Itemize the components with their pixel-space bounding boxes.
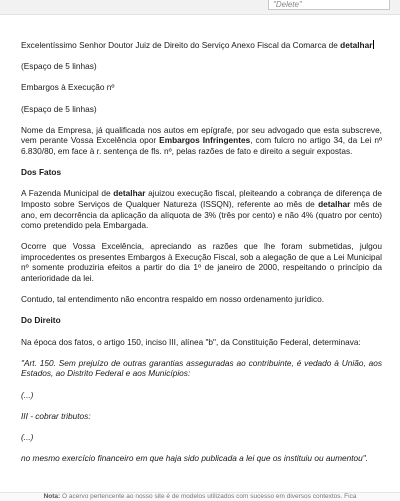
footer-note-text: O acervo pertencente ao nosso site é de modelos utilizados com sucesso em diversos contextos. Fica <box>60 493 357 500</box>
text-cursor <box>373 40 374 49</box>
footer-note-label: Nota: <box>43 493 61 500</box>
direito-paragraph-1: Na época dos fatos, o artigo 150, inciso III, alínea "b", da Constituição Federal, determinava: <box>21 336 361 347</box>
addressee-text: Excelentíssimo Senhor Doutor Juiz de Direito do Serviço Anexo Fiscal da Comarca de <box>21 40 338 50</box>
fatos1-bold-2: detalhar <box>318 198 351 209</box>
fatos-paragraph-2: Ocorre que Vossa Excelência, apreciando as razões que lhe foram submetidas, julgou improcedentes os presentes Embargos à Execução Fiscal, sob a alegação de que a Lei Municipal nº somente produziria efeitos a partir do dia 1º de janeiro de 2000, respeitando o princípio da anterioridade da lei. <box>21 241 382 284</box>
space-note-1: (Espaço de 5 linhas) <box>21 61 97 72</box>
intro-text-1: Nome da Empresa, já qualificada nos autos em epígrafe, por seu advogado que esta subscreve, vem perante Vossa Excelência opor <box>21 124 382 146</box>
document-body[interactable] <box>21 40 382 474</box>
intro-bold: Embargos Infringentes <box>159 135 251 146</box>
intro-paragraph <box>21 125 382 157</box>
delete-field[interactable]: "Delete" <box>268 0 390 10</box>
case-line: Embargos à Execução nº <box>21 82 115 93</box>
addressee-paragraph <box>21 40 382 51</box>
fatos1-text-2: ajuizou execução fiscal, pleiteando a cobrança de diferença de Imposto sobre Serviços de Qualquer Natureza (ISSQN), referente ao mês de <box>21 188 382 209</box>
fatos-paragraph-3: Contudo, tal entendimento não encontra respaldo em nosso ordenamento jurídico. <box>21 294 325 305</box>
quote-inciso-iii: III - cobrar tributos: <box>21 410 91 421</box>
top-toolbar <box>0 0 400 15</box>
ellipsis-1: (...) <box>21 389 34 400</box>
heading-direito: Do Direito <box>21 315 61 326</box>
intro-text-2: , com fulcro no artigo 34, da Lei nº 6.830/80, em face à r. sentença de fls. nº, pelas razões de fato e direito a seguir expostas. <box>21 135 383 156</box>
quote-alinea-b: no mesmo exercício financeiro em que haja sido publicada a lei que os instituiu ou aumentou". <box>21 453 369 464</box>
fatos1-bold-1: detalhar <box>113 188 146 199</box>
fatos1-text-3: mês de ano, em decorrência da aplicação da alíquota de 3% (três por cento) e não 4% (quatro por cento) como pretendido pela Embargada. <box>21 198 383 231</box>
fatos-paragraph-1 <box>21 188 382 230</box>
ellipsis-2: (...) <box>21 431 34 442</box>
quote-article-150: "Art. 150. Sem prejuízo de outras garantias asseguradas ao contribuinte, é vedado à União, aos Estados, ao Distrito Federal e aos Municípios: <box>21 357 382 379</box>
fatos1-text-1: A Fazenda Municipal de <box>21 188 114 199</box>
placeholder-detalhar: detalhar <box>340 40 373 50</box>
heading-fatos: Dos Fatos <box>21 167 62 178</box>
space-note-2: (Espaço de 5 linhas) <box>21 103 97 114</box>
